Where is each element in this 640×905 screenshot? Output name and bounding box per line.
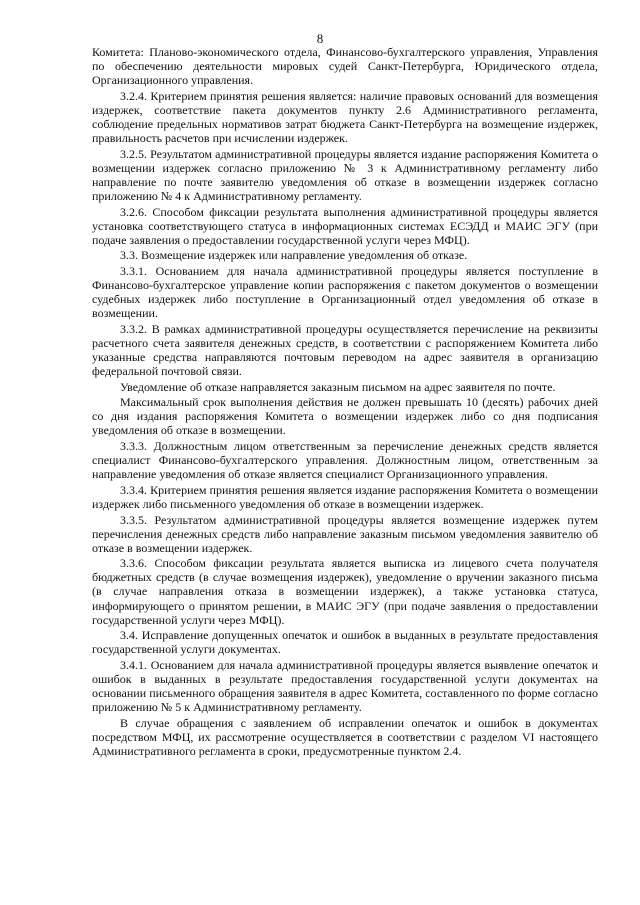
paragraph-3-3-3: 3.3.3. Должностным лицом ответственным за перечисление денежных средств является специалист Финансово-бухгалтерского управления. Должностным лицом, ответственным за направление уведомления об отказе является специалист Организационного управления.: [92, 439, 598, 482]
paragraph-3-2-4: 3.2.4. Критерием принятия решения является: наличие правовых оснований для возмещения издержек, соответствие пакета документов пункту 2.6 Административного регламента, соблюдение предельных нормативов затрат бюджета Санкт-Петербурга на возмещение издержек, правильность расчетов при исчислении издержек.: [92, 88, 598, 146]
paragraph-3-3-5: 3.3.5. Результатом административной процедуры является возмещение издержек путем перечисления денежных средств либо направление заказным письмом уведомления заявителю об отказе в возмещении издержек.: [92, 512, 598, 555]
paragraph-3-3-2: 3.3.2. В рамках административной процедуры осуществляется перечисление на реквизиты расчетного счета заявителя денежных средств, в соответствии с распоряжением Комитета либо указанные средства направляются почтовым переводом на адрес заявителя в организацию федеральной почтовой связи.: [92, 321, 598, 379]
paragraph-3-2-5: 3.2.5. Результатом административной процедуры является издание распоряжения Комитета о возмещении издержек согласно приложению № 3 к Административному регламенту либо направление по почте заявителю уведомления об отказе в возмещении издержек согласно приложению № 4 к Административному регламенту.: [92, 146, 598, 203]
paragraph-3-2-6: 3.2.6. Способом фиксации результата выполнения административной процедуры является установка соответствующего статуса в информационных системах ЕСЭДД и МАИС ЭГУ (при подаче заявления о предоставлении государственной услуги через МФЦ).: [92, 204, 598, 247]
document-body: [92, 45, 598, 760]
paragraph-3-3-1: 3.3.1. Основанием для начала административной процедуры является поступление в Финансово-бухгалтерское управление копии распоряжения с пакетом документов о возмещении судебных издержек либо поступление в Организационный отдел уведомления об отказе в возмещении.: [92, 263, 598, 321]
paragraph-continuation: Комитета: Планово-экономического отдела, Финансово-бухгалтерского управления, Управления по обеспечению деятельности мировых судей Санкт-Петербурга, Юридического отдела, Организационного управления.: [92, 45, 598, 88]
section-heading-3-3: 3.3. Возмещение издержек или направление уведомления об отказе.: [120, 248, 468, 263]
page-number: 8: [316, 31, 324, 46]
paragraph-mfc-appeal: В случае обращения с заявлением об исправлении опечаток и ошибок в документах посредством МФЦ, их рассмотрение осуществляется в соответствии с разделом VI настоящего Административного регламента в сроки, предусмотренные пунктом 2.4.: [92, 715, 598, 758]
paragraph-refusal-notice: Уведомление об отказе направляется заказным письмом на адрес заявителя по почте.: [120, 379, 556, 394]
paragraph-3-3-6: 3.3.6. Способом фиксации результата является выписка из лицевого счета получателя бюджетных средств (в случае возмещения издержек), уведомление о вручении заказного письма (в случае направления отказа в возмещении издержек), а также установка статуса, информирующего о принятом решении, в МАИС ЭГУ (при подаче заявления о предоставлении государственной услуги через МФЦ).: [92, 556, 598, 627]
paragraph-3-3-4: 3.3.4. Критерием принятия решения является издание распоряжения Комитета о возмещении издержек либо письменного уведомления об отказе в возмещении издержек.: [92, 482, 598, 511]
section-heading-3-4: 3.4. Исправление допущенных опечаток и ошибок в выданных в результате предоставления государственной услуги документах.: [92, 628, 598, 657]
paragraph-max-term: Максимальный срок выполнения действия не должен превышать 10 (десять) рабочих дней со дня издания распоряжения Комитета о возмещении издержек либо со дня подписания уведомления об отказе в возмещении.: [92, 395, 598, 438]
paragraph-3-4-1: 3.4.1. Основанием для начала административной процедуры является выявление опечаток и ошибок в выданных в результате предоставления государственной услуги документах на основании письменного обращения заявителя в адрес Комитета, составленного по форме согласно приложению № 5 к Административному регламенту.: [92, 657, 598, 715]
